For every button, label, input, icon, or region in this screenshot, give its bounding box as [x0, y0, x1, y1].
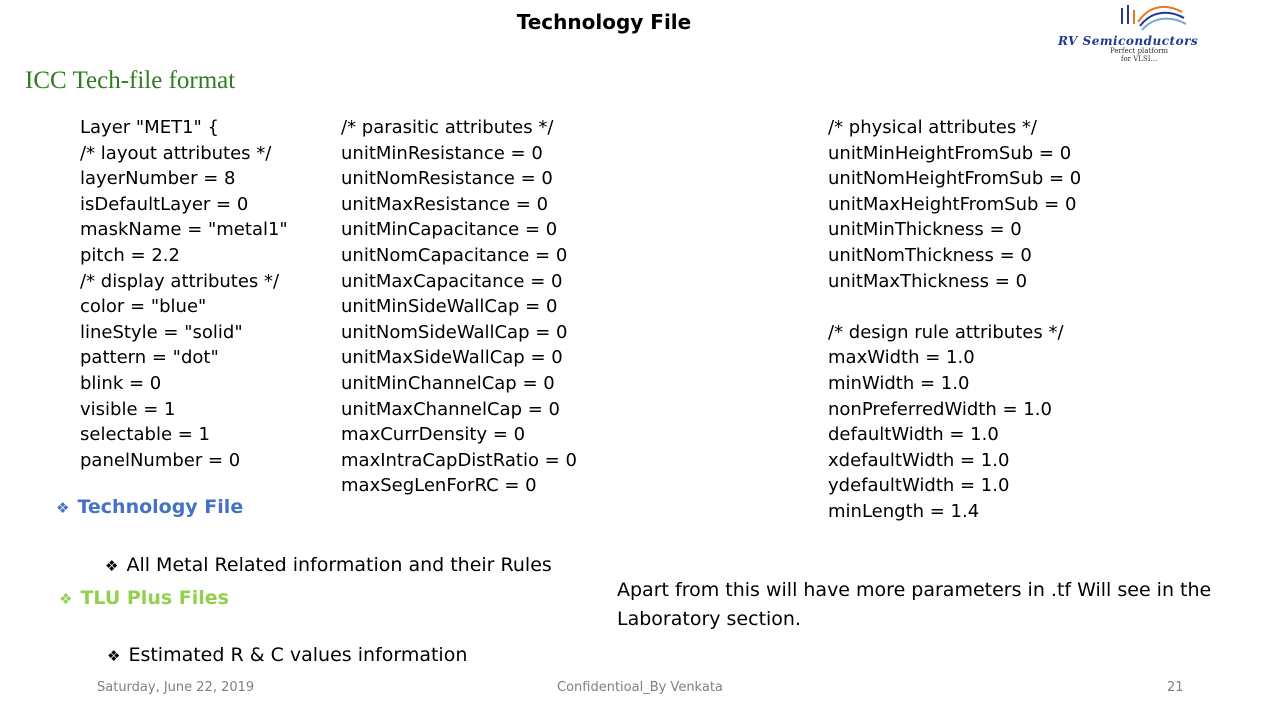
diamond-bullet-icon: ❖	[56, 499, 70, 517]
code-line: visible = 1	[80, 398, 176, 420]
code-line: lineStyle = "solid"	[80, 321, 243, 343]
diamond-bullet-icon: ❖	[105, 557, 119, 575]
code-line: unitMaxHeightFromSub = 0	[828, 193, 1077, 215]
code-line: unitMinCapacitance = 0	[341, 219, 558, 241]
code-line: unitMinResistance = 0	[341, 142, 543, 164]
code-line: unitNomHeightFromSub = 0	[828, 168, 1082, 190]
code-line: blink = 0	[80, 372, 162, 394]
code-line: unitNomThickness = 0	[828, 244, 1032, 266]
column-physical-attributes	[828, 115, 1081, 525]
bullet-label: Technology File	[77, 496, 244, 518]
code-line: layerNumber = 8	[80, 168, 236, 190]
sub-bullet-metal-info	[105, 554, 552, 576]
code-line: minLength = 1.4	[828, 500, 980, 522]
note-text: Apart from this will have more parameters in .tf Will see in the Laboratory section.	[617, 579, 1212, 630]
code-line: isDefaultLayer = 0	[80, 193, 249, 215]
code-line: unitMinThickness = 0	[828, 219, 1022, 241]
logo-name: RV Semiconductors	[1058, 34, 1199, 48]
code-line: xdefaultWidth = 1.0	[828, 449, 1010, 471]
bullet-technology-file	[56, 496, 243, 518]
bullet-tlu-plus-files	[59, 587, 229, 609]
code-line: unitMaxResistance = 0	[341, 193, 549, 215]
code-line: unitMaxSideWallCap = 0	[341, 347, 563, 369]
code-line: panelNumber = 0	[80, 449, 241, 471]
code-line: unitNomCapacitance = 0	[341, 244, 568, 266]
page-number: 21	[1167, 680, 1184, 695]
code-line: maxSegLenForRC = 0	[341, 475, 537, 497]
code-line: unitMinChannelCap = 0	[341, 372, 555, 394]
code-line: selectable = 1	[80, 424, 210, 446]
code-line: maxWidth = 1.0	[828, 347, 975, 369]
code-line: /* layout attributes */	[80, 142, 272, 164]
code-line: unitMinSideWallCap = 0	[341, 296, 558, 318]
sub-bullet-label: All Metal Related information and their Rules	[126, 554, 552, 576]
footer-center: Confidentioal_By Venkata	[557, 680, 723, 695]
code-line: unitNomResistance = 0	[341, 168, 553, 190]
column-parasitic-attributes	[341, 115, 577, 499]
diamond-bullet-icon: ❖	[107, 647, 121, 665]
section-heading: ICC Tech-file format	[25, 67, 236, 94]
slide-title: Technology File	[516, 10, 692, 34]
sub-bullet-rc-values	[107, 644, 467, 666]
code-line: maskName = "metal1"	[80, 219, 288, 241]
code-line: pitch = 2.2	[80, 244, 180, 266]
logo-tagline: Perfect platform for VLSI...	[1110, 47, 1169, 63]
code-line: color = "blue"	[80, 296, 207, 318]
code-line: /* design rule attributes */	[828, 321, 1064, 343]
company-logo	[1050, 0, 1250, 66]
code-line: unitMaxChannelCap = 0	[341, 398, 560, 420]
code-line: minWidth = 1.0	[828, 372, 970, 394]
code-line: Layer "MET1" {	[80, 117, 219, 138]
code-line: maxCurrDensity = 0	[341, 424, 526, 446]
sub-bullet-label: Estimated R & C values information	[128, 644, 468, 666]
diamond-bullet-icon: ❖	[59, 590, 73, 608]
code-line: maxIntraCapDistRatio = 0	[341, 449, 577, 471]
code-line: nonPreferredWidth = 1.0	[828, 398, 1052, 420]
code-line: pattern = "dot"	[80, 347, 219, 369]
code-line: unitMaxCapacitance = 0	[341, 270, 563, 292]
code-line: /* display attributes */	[80, 270, 280, 292]
code-line: unitMinHeightFromSub = 0	[828, 142, 1072, 164]
code-line: ydefaultWidth = 1.0	[828, 475, 1010, 497]
code-line: unitNomSideWallCap = 0	[341, 321, 568, 343]
code-line: /* physical attributes */	[828, 117, 1037, 138]
code-line	[828, 294, 1081, 320]
code-line: /* parasitic attributes */	[341, 117, 554, 138]
column-layer-attributes	[80, 115, 288, 473]
footer-date: Saturday, June 22, 2019	[97, 680, 255, 695]
bullet-label: TLU Plus Files	[80, 587, 229, 609]
code-line: unitMaxThickness = 0	[828, 270, 1028, 292]
code-line: defaultWidth = 1.0	[828, 424, 999, 446]
